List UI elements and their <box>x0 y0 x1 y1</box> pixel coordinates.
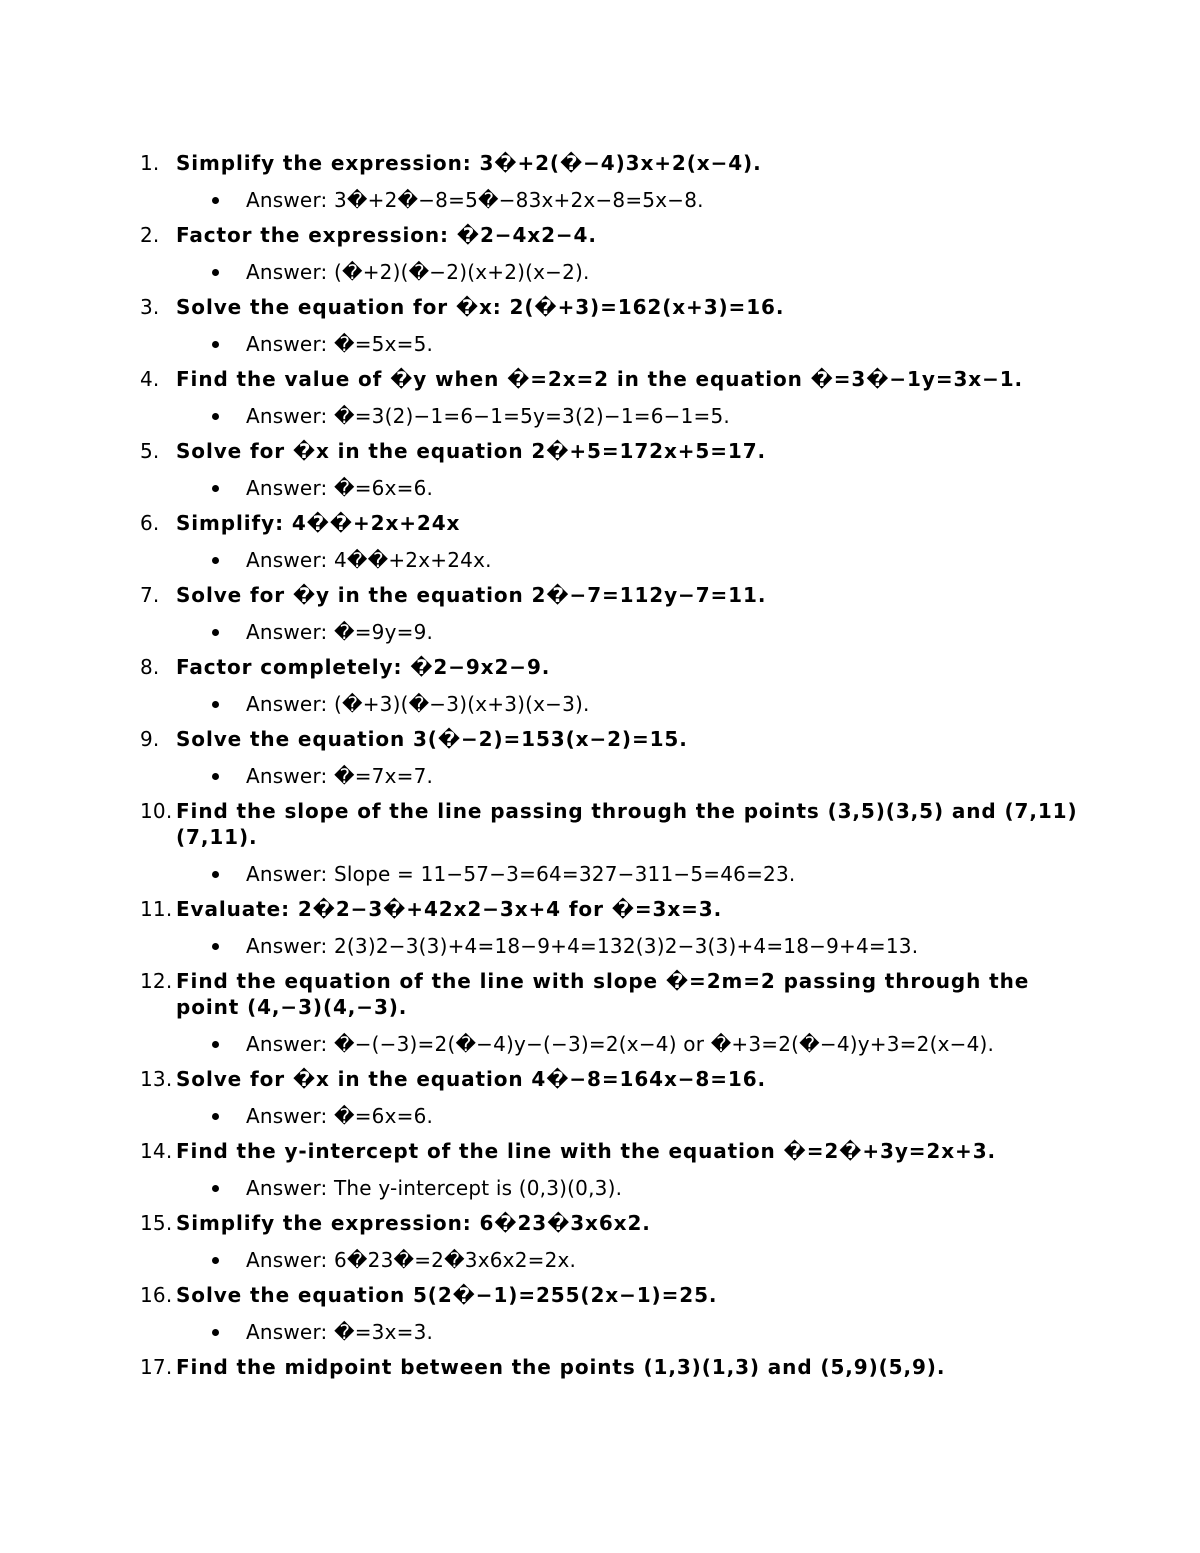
question-number: 2. <box>140 223 160 247</box>
answer-text: Answer: �=9y=9. <box>246 619 434 644</box>
question-number: 10. <box>140 799 173 823</box>
question-text: Find the value of �y when �=2x=2 in the equation �=3�−1y=3x−1. <box>176 367 1024 391</box>
bullet-icon <box>212 413 219 420</box>
answer-line <box>176 331 1090 357</box>
question-number: 1. <box>140 151 160 175</box>
question-text: Evaluate: 2�2−3�+42x2−3x+4 for �=3x=3. <box>176 897 723 921</box>
answer-line <box>176 861 1090 887</box>
bullet-icon <box>212 197 219 204</box>
question-item <box>140 1210 1090 1273</box>
question-number: 11. <box>140 897 173 921</box>
bullet-icon <box>212 1329 219 1336</box>
bullet-icon <box>212 701 219 708</box>
bullet-icon <box>212 485 219 492</box>
question-text: Find the slope of the line passing through the points (3,5)(3,5) and (7,11)(7,11). <box>176 799 1078 849</box>
question-item <box>140 438 1090 501</box>
answer-text: Answer: The y-intercept is (0,3)(0,3). <box>246 1175 623 1200</box>
question-item <box>140 1354 1090 1380</box>
question-item <box>140 1066 1090 1129</box>
question-item <box>140 798 1090 887</box>
answer-line <box>176 1103 1090 1129</box>
answer-line <box>176 1319 1090 1345</box>
question-item <box>140 1282 1090 1345</box>
answer-text: Answer: �=7x=7. <box>246 763 434 788</box>
answer-text: Answer: (�+2)(�−2)(x+2)(x−2). <box>246 259 590 284</box>
question-text: Factor the expression: �2−4x2−4. <box>176 223 597 247</box>
answer-line <box>176 1247 1090 1273</box>
answer-line <box>176 547 1090 573</box>
question-item <box>140 294 1090 357</box>
answer-line <box>176 691 1090 717</box>
answer-text: Answer: �=3(2)−1=6−1=5y=3(2)−1=6−1=5. <box>246 403 730 428</box>
question-text: Simplify the expression: 3�+2(�−4)3x+2(x−4). <box>176 151 762 175</box>
question-text: Find the y-intercept of the line with the equation �=2�+3y=2x+3. <box>176 1139 997 1163</box>
question-number: 16. <box>140 1283 173 1307</box>
question-text: Solve for �y in the equation 2�−7=112y−7=11. <box>176 583 767 607</box>
question-number: 15. <box>140 1211 173 1235</box>
answer-text: Answer: �=6x=6. <box>246 1103 434 1128</box>
question-number: 6. <box>140 511 160 535</box>
question-item <box>140 654 1090 717</box>
answer-text: Answer: Slope = 11−57−3=64=327−311−5=46=23. <box>246 861 796 886</box>
question-number: 5. <box>140 439 160 463</box>
bullet-icon <box>212 1041 219 1048</box>
question-number: 4. <box>140 367 160 391</box>
answer-text: Answer: 3�+2�−8=5�−83x+2x−8=5x−8. <box>246 187 704 212</box>
question-number: 12. <box>140 969 173 993</box>
answer-text: Answer: 4��+2x+24x. <box>246 547 492 572</box>
question-text: Solve the equation 3(�−2)=153(x−2)=15. <box>176 727 688 751</box>
bullet-icon <box>212 269 219 276</box>
question-item <box>140 222 1090 285</box>
answer-line <box>176 187 1090 213</box>
bullet-icon <box>212 871 219 878</box>
question-item <box>140 1138 1090 1201</box>
answer-line <box>176 1031 1090 1057</box>
answer-line <box>176 1175 1090 1201</box>
bullet-icon <box>212 1185 219 1192</box>
question-item <box>140 582 1090 645</box>
bullet-icon <box>212 1113 219 1120</box>
question-item <box>140 366 1090 429</box>
question-text: Solve the equation 5(2�−1)=255(2x−1)=25. <box>176 1283 718 1307</box>
bullet-icon <box>212 629 219 636</box>
answer-text: Answer: �=3x=3. <box>246 1319 434 1344</box>
question-number: 3. <box>140 295 160 319</box>
question-item <box>140 968 1090 1057</box>
answer-text: Answer: (�+3)(�−3)(x+3)(x−3). <box>246 691 590 716</box>
question-text: Solve for �x in the equation 4�−8=164x−8=16. <box>176 1067 767 1091</box>
question-item <box>140 150 1090 213</box>
question-number: 17. <box>140 1355 173 1379</box>
answer-line <box>176 259 1090 285</box>
question-text: Factor completely: �2−9x2−9. <box>176 655 551 679</box>
answer-line <box>176 619 1090 645</box>
bullet-icon <box>212 341 219 348</box>
bullet-icon <box>212 1257 219 1264</box>
question-number: 14. <box>140 1139 173 1163</box>
question-number: 8. <box>140 655 160 679</box>
question-text: Solve the equation for �x: 2(�+3)=162(x+3)=16. <box>176 295 785 319</box>
answer-text: Answer: 6�23�=2�3x6x2=2x. <box>246 1247 577 1272</box>
bullet-icon <box>212 773 219 780</box>
question-item <box>140 896 1090 959</box>
question-text: Simplify the expression: 6�23�3x6x2. <box>176 1211 651 1235</box>
question-text: Simplify: 4��+2x+24x <box>176 511 461 535</box>
bullet-icon <box>212 557 219 564</box>
answer-text: Answer: �=6x=6. <box>246 475 434 500</box>
question-text: Solve for �x in the equation 2�+5=172x+5=17. <box>176 439 767 463</box>
question-text: Find the midpoint between the points (1,3)(1,3) and (5,9)(5,9). <box>176 1355 946 1379</box>
question-number: 9. <box>140 727 160 751</box>
bullet-icon <box>212 943 219 950</box>
question-list <box>140 150 1090 1390</box>
answer-line <box>176 403 1090 429</box>
answer-line <box>176 933 1090 959</box>
answer-text: Answer: �−(−3)=2(�−4)y−(−3)=2(x−4) or �+3=2(�−4)y+3=2(x−4). <box>246 1031 995 1056</box>
question-number: 7. <box>140 583 160 607</box>
question-item <box>140 726 1090 789</box>
answer-line <box>176 475 1090 501</box>
question-text: Find the equation of the line with slope �=2m=2 passing through the point (4,−3)(4,−3). <box>176 969 1030 1019</box>
answer-line <box>176 763 1090 789</box>
answer-text: Answer: 2(3)2−3(3)+4=18−9+4=132(3)2−3(3)+4=18−9+4=13. <box>246 933 919 958</box>
question-number: 13. <box>140 1067 173 1091</box>
answer-text: Answer: �=5x=5. <box>246 331 434 356</box>
question-item <box>140 510 1090 573</box>
